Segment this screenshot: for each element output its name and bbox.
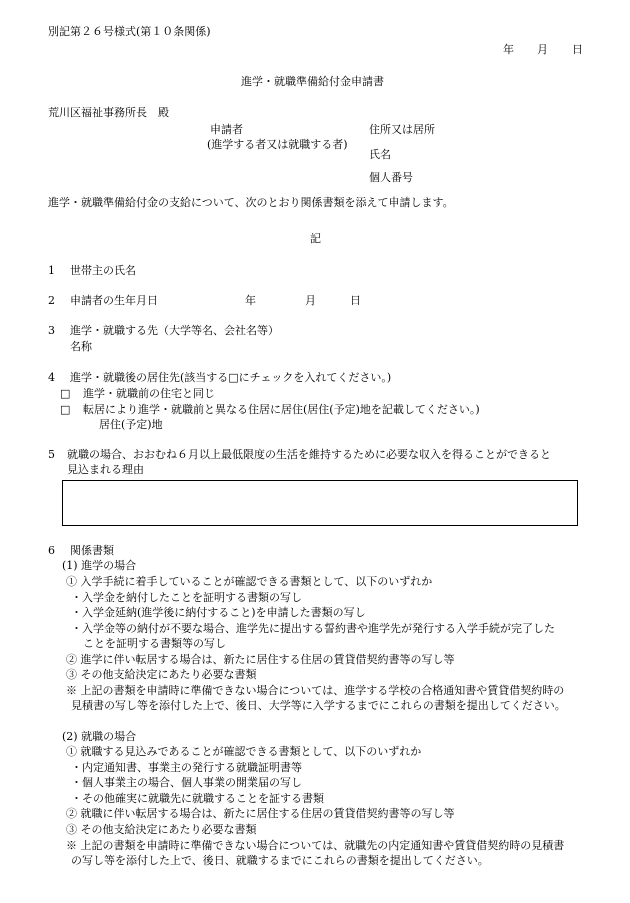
document-title: 進学・就職準備給付金申請書 — [241, 75, 384, 88]
date-year-label: 年 — [503, 43, 514, 56]
school-b3b: ことを証明する書類等の写し — [83, 637, 226, 650]
job-c1: ① 就職する見込みであることが確認できる書類として、以下のいずれか — [66, 745, 422, 758]
item3-label: 進学・就職する先（大学等名、会社名等） — [70, 324, 279, 337]
item6-label: 関係書類 — [70, 544, 114, 557]
job-b2: ・個人事業主の場合、個人事業の開業届の写し — [71, 776, 302, 789]
reason-input-box[interactable] — [62, 480, 578, 526]
item6-number: 6 — [48, 544, 55, 557]
job-note1: ※ 上記の書類を申請時に準備できない場合については、就職先の内定通知書や賃貸借契約時の見積書 — [66, 839, 565, 852]
date-day-label: 日 — [572, 43, 583, 56]
form-number: 別記第２６号様式(第１０条関係) — [48, 25, 211, 38]
item4-number: 4 — [48, 371, 55, 384]
birth-year-label: 年 — [245, 294, 256, 307]
item5-line1: 就職の場合、おおむね６月以上最低限度の生活を維持するために必要な収入を得ることができると — [67, 448, 551, 461]
school-note2: 見積書の写し等を添付した上で、後日、大学等に入学するまでにこれらの書類を提出してください。 — [71, 699, 566, 712]
checkbox-same-residence[interactable]: □ — [60, 387, 71, 400]
job-c3: ③ その他支給決定にあたり必要な書類 — [66, 823, 257, 836]
item5-line2: 見込まれる理由 — [67, 463, 144, 476]
school-c2: ② 進学に伴い転居する場合は、新たに居住する住居の賃貸借契約書等の写し等 — [66, 653, 455, 666]
job-note2: の写し等を添付した上で、後日、就職するまでにこれらの書類を提出してください。 — [71, 854, 489, 867]
destination-name-label: 名称 — [70, 340, 92, 353]
school-b2: ・入学金延納(進学後に納付すること)を申請した書類の写し — [71, 606, 366, 619]
address-label: 住所又は居所 — [369, 123, 435, 136]
item3-number: 3 — [48, 324, 55, 337]
school-b3a: ・入学金等の納付が不要な場合、進学先に提出する誓約書や進学先が発行する入学手続が完了した — [71, 622, 555, 635]
date-month-label: 月 — [537, 43, 548, 56]
school-note1: ※ 上記の書類を申請時に準備できない場合については、進学する学校の合格通知書や賃貸借契約時の — [66, 684, 565, 697]
school-b1: ・入学金を納付したことを証明する書類の写し — [71, 591, 302, 604]
item2-label: 申請者の生年月日 — [70, 294, 158, 307]
school-c1: ① 入学手続に着手していることが確認できる書類として、以下のいずれか — [66, 575, 433, 588]
ki-heading: 記 — [310, 232, 321, 245]
planned-residence-label: 居住(予定)地 — [99, 418, 163, 431]
school-heading: (1) 進学の場合 — [62, 559, 137, 572]
item5-number: 5 — [48, 448, 55, 461]
job-heading: (2) 就職の場合 — [62, 730, 137, 743]
job-b1: ・内定通知書、事業主の発行する就職証明書等 — [71, 761, 302, 774]
same-residence-label: 進学・就職前の住宅と同じ — [83, 387, 215, 400]
relocation-label: 転居により進学・就職前と異なる住居に居住(居住(予定)地を記載してください。) — [83, 403, 480, 416]
item4-label: 進学・就職後の居住先(該当する□にチェックを入れてください。) — [70, 371, 392, 384]
school-c3: ③ その他支給決定にあたり必要な書類 — [66, 668, 257, 681]
birth-day-label: 日 — [350, 294, 361, 307]
name-label: 氏名 — [369, 148, 391, 161]
item2-number: 2 — [48, 294, 55, 307]
addressee: 荒川区福祉事務所長 殿 — [48, 106, 169, 119]
job-b3: ・その他確実に就職先に就職することを証する書類 — [71, 792, 324, 805]
item1-number: 1 — [48, 264, 55, 277]
checkbox-relocation[interactable]: □ — [60, 403, 71, 416]
applicant-note: (進学する者又は就職する者) — [207, 138, 348, 151]
item1-label: 世帯主の氏名 — [70, 264, 136, 277]
job-c2: ② 就職に伴い転居する場合は、新たに居住する住居の賃貸借契約書等の写し等 — [66, 807, 455, 820]
applicant-label: 申請者 — [210, 123, 243, 136]
birth-month-label: 月 — [305, 294, 316, 307]
intro-text: 進学・就職準備給付金の支給について、次のとおり関係書類を添えて申請します。 — [48, 196, 454, 209]
individual-number-label: 個人番号 — [369, 171, 413, 184]
